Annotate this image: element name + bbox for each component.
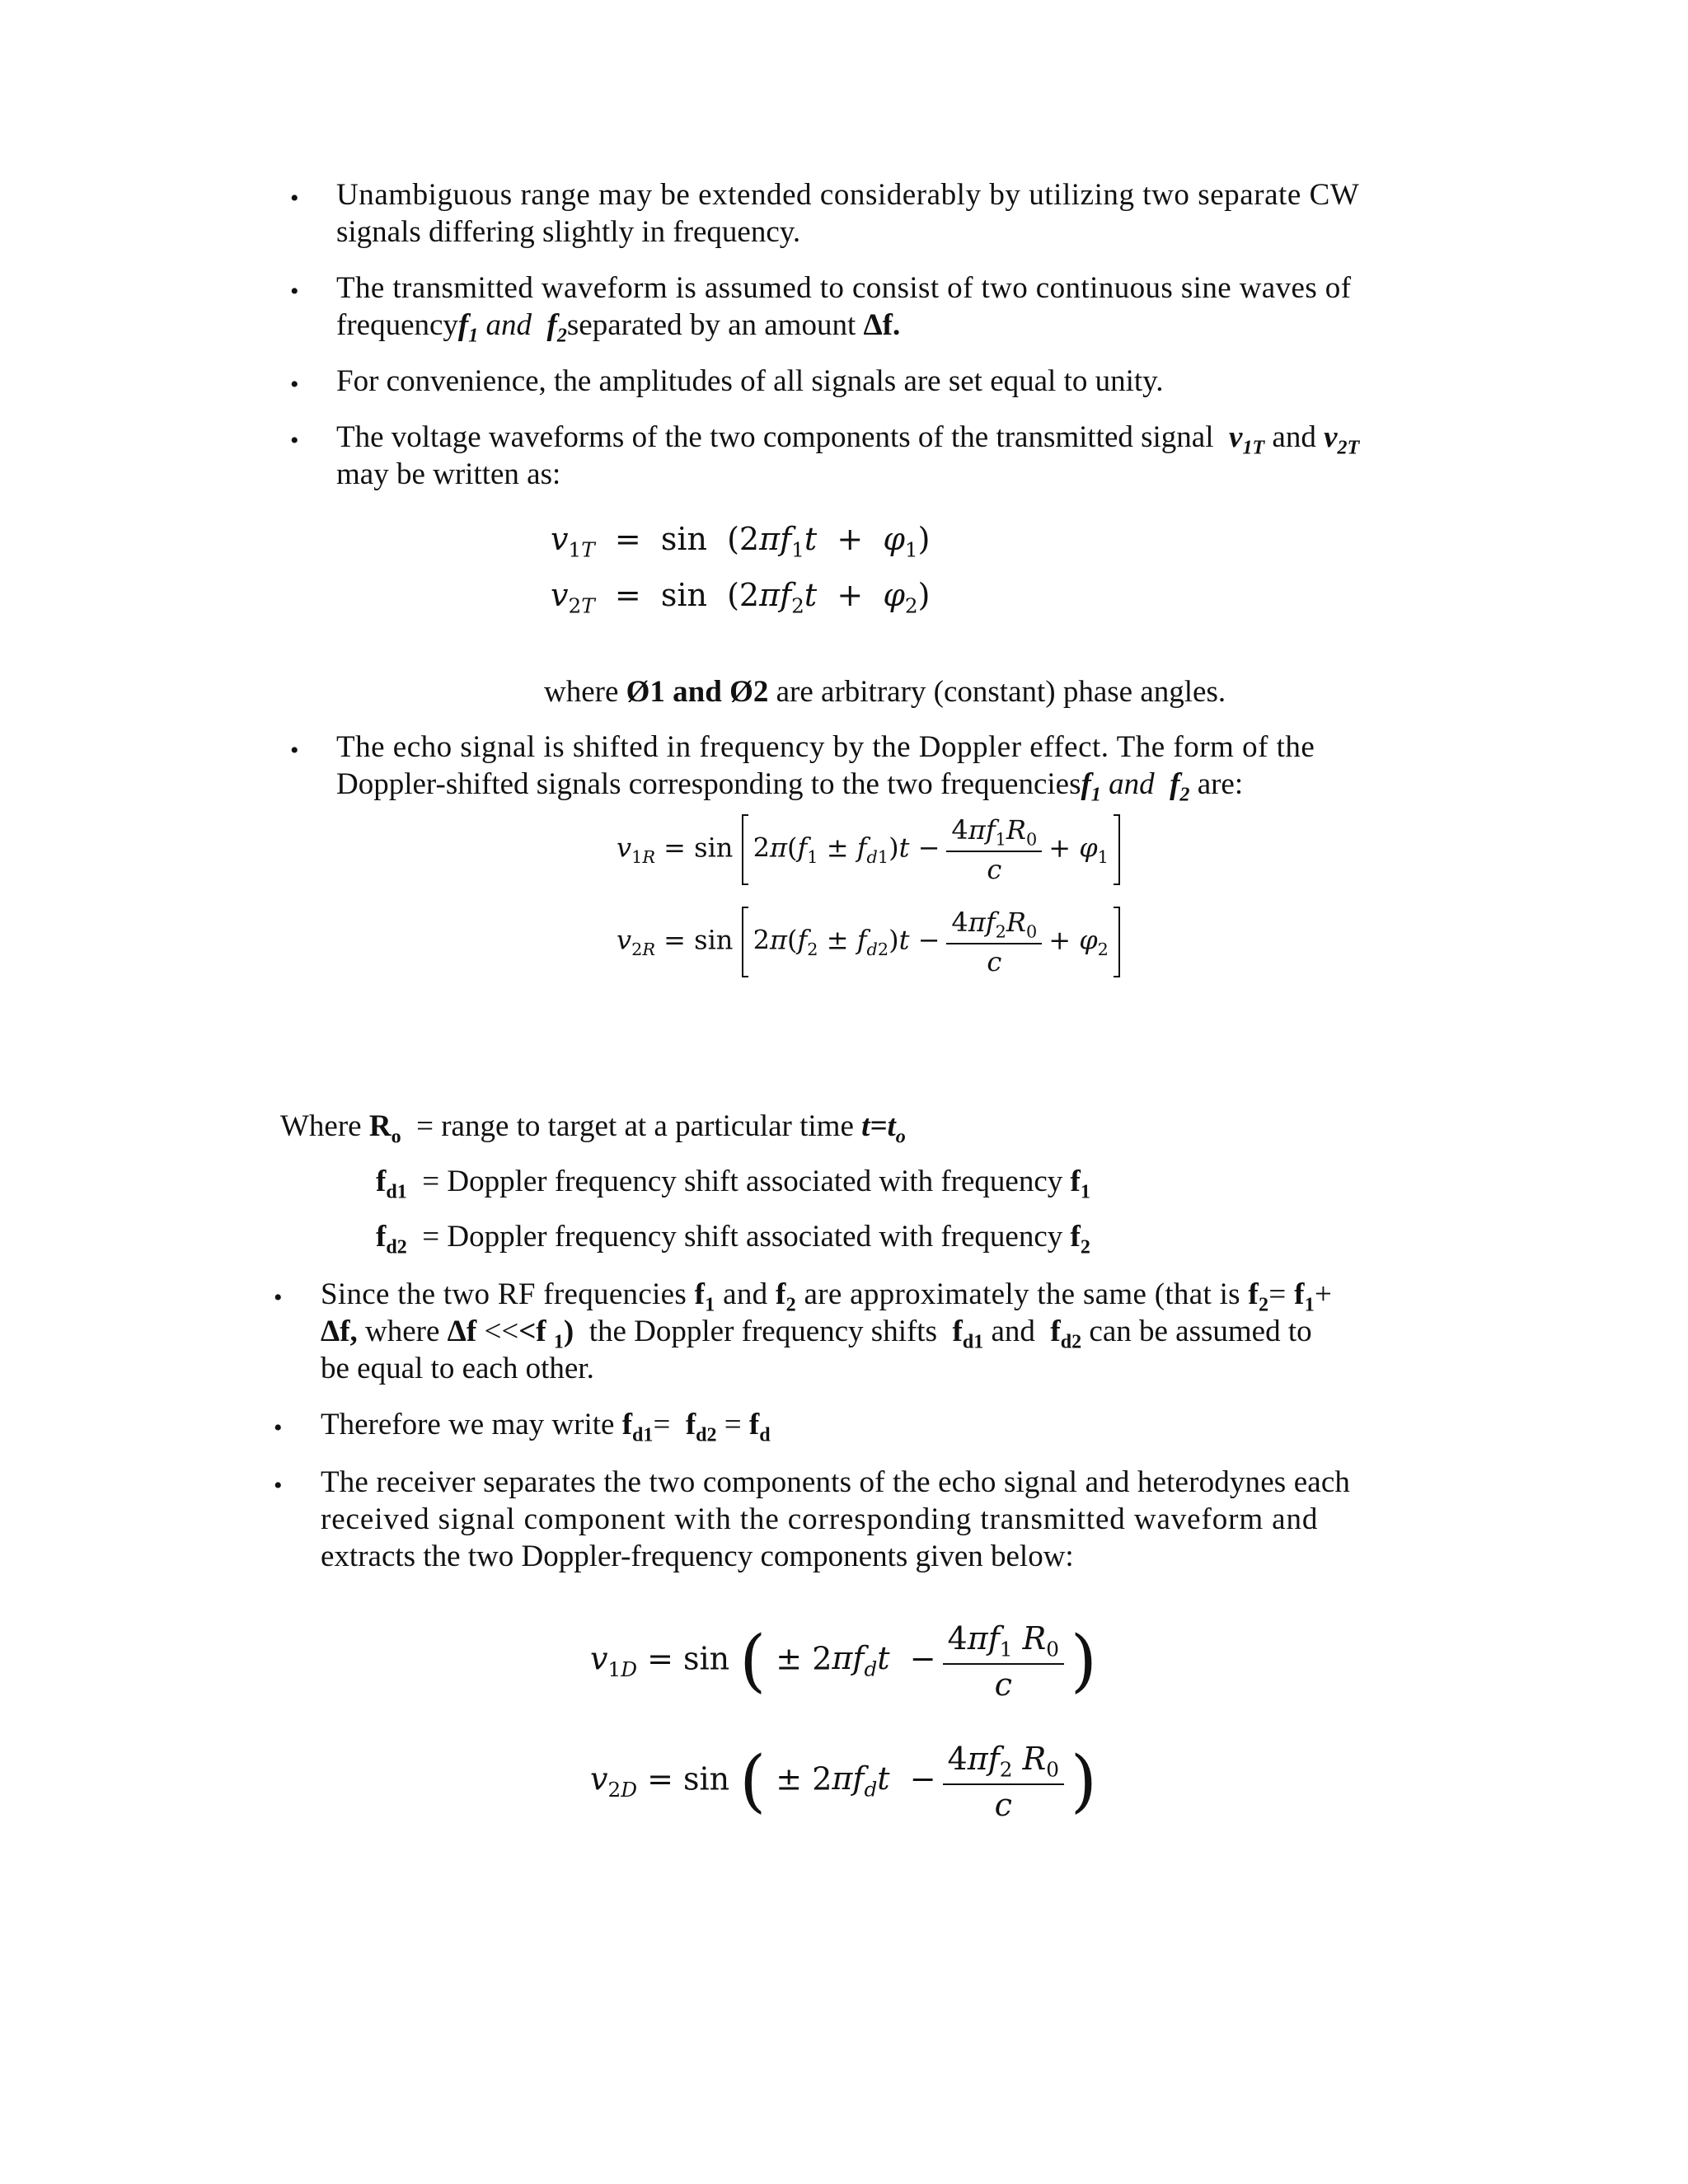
paragraph-line: For convenience, the amplitudes of all signals are set equal to unity. [336, 364, 1164, 398]
text-span: Therefore we may write [321, 1408, 615, 1441]
paragraph-line: The transmitted waveform is assumed to consist of two continuous sine waves of [336, 271, 1352, 305]
definition-fd1: $f_{d1}$ = Doppler frequency shift associated with frequency $f_1$ [376, 1165, 1090, 1203]
bullet-marker: • [274, 1284, 283, 1311]
delta-f: Δf. [863, 308, 901, 342]
text-span: R [368, 1109, 392, 1143]
text-span: o [391, 1126, 401, 1148]
text-span: = Doppler frequency shift associated with frequency [422, 1220, 1063, 1254]
paragraph-line: Δf, where Δf <<<f $_1$) the Doppler frequency shifts $f_{d1}$ and $f_{d2}$ can be assumed to [321, 1315, 1312, 1353]
text-span: the Doppler frequency shifts [588, 1315, 937, 1348]
text-span: separated by an amount [566, 308, 856, 342]
bullet-marker: • [290, 427, 299, 454]
text-span: where [365, 1315, 440, 1348]
bullet-marker: • [290, 371, 299, 398]
bullet-marker: • [290, 278, 299, 305]
paragraph-line: be equal to each other. [321, 1352, 594, 1385]
text-span: Since the two RF frequencies [321, 1277, 687, 1311]
text-span: = range to target at a particular time [416, 1109, 854, 1143]
text-span: are: [1197, 767, 1244, 801]
text-span: where [544, 675, 619, 709]
phase-symbols: Ø1 and Ø2 [626, 675, 769, 709]
text-span: frequency [336, 308, 458, 342]
text-span: Doppler-shifted signals corresponding to the two frequencies [336, 767, 1081, 801]
paragraph-line: frequencyf$_1$ and $f_2separated$ by an amount Δf. [336, 308, 901, 347]
bullet-marker: • [290, 737, 299, 764]
paragraph-line: Therefore we may write $f_{d1}= f_{d2} = f_d$ [321, 1408, 771, 1446]
paragraph-line: extracts the two Doppler-frequency components given below: [321, 1540, 1074, 1573]
paragraph-line: received signal component with the corresponding transmitted waveform and [321, 1502, 1319, 1536]
paragraph-line: Unambiguous range may be extended considerably by utilizing two separate CW [336, 178, 1360, 212]
equation-v2r: $v_{2R} = \sin 2\pi(f_2 \pm f_{d2})t$ − $\frac{4\pi f_2R_0}{c}$ + $\varphi_2$ [617, 907, 1120, 977]
phase-angle-note [544, 673, 1226, 711]
text-span: Where [280, 1109, 362, 1143]
bullet-marker: • [290, 185, 299, 212]
paragraph-line: The receiver separates the two components of the echo signal and heterodynes each [321, 1465, 1351, 1499]
equation-v1r: $v_{1R} = \sin 2\pi(f_1 \pm f_{d1})t$ − $\frac{4\pi f_1R_0}{c}$ + $\varphi_1$ [617, 814, 1120, 885]
equation-v1d: $v_{1D} = \sin$ ( ± $2\pi f_dt$ − $\frac{4\pi f_1 R_0}{c}$ ) [590, 1620, 1097, 1703]
text-span: can be assumed to [1089, 1315, 1312, 1348]
text-span: The voltage waveforms of the two components of the transmitted signal [336, 420, 1214, 454]
paragraph-line: The voltage waveforms of the two components of the transmitted signal $v_{1T}$ and $v_{2T}$ [336, 420, 1360, 459]
text-span: are arbitrary (constant) phase angles. [776, 675, 1226, 709]
paragraph-line: Doppler-shifted signals corresponding to the two frequenciesf$_1$ and $f_2$ are: [336, 767, 1244, 806]
text-span: = Doppler frequency shift associated with frequency [422, 1165, 1063, 1198]
paragraph-line: signals differing slightly in frequency. [336, 215, 801, 249]
paragraph-line: The echo signal is shifted in frequency by the Doppler effect. The form of the [336, 730, 1315, 764]
text-span: and [1272, 420, 1316, 454]
paragraph-line: Since the two RF frequencies $f_1$ and $f_2$ are approximately the same (that is $f_2= f_1+$ [321, 1277, 1333, 1316]
definition-r0: Where $R_o$ = range to target at a particular time $t=t_o$ [280, 1109, 906, 1148]
equation-v2d: $v_{2D} = \sin$ ( ± $2\pi f_dt$ − $\frac{4\pi f_2 R_0}{c}$ ) [590, 1741, 1097, 1823]
paragraph-line: may be written as: [336, 457, 561, 491]
equation-v1t: $v_{1T} = \sin (2\pi f_1t + \varphi_1)$ [551, 521, 931, 562]
equation-v2t: $v_{2T} = \sin (2\pi f_2t + \varphi_2)$ [551, 577, 931, 618]
definition-fd2: $f_{d2}$ = Doppler frequency shift associated with frequency $f_2$ [376, 1220, 1090, 1258]
bullet-marker: • [274, 1414, 283, 1441]
bullet-marker: • [274, 1472, 283, 1499]
